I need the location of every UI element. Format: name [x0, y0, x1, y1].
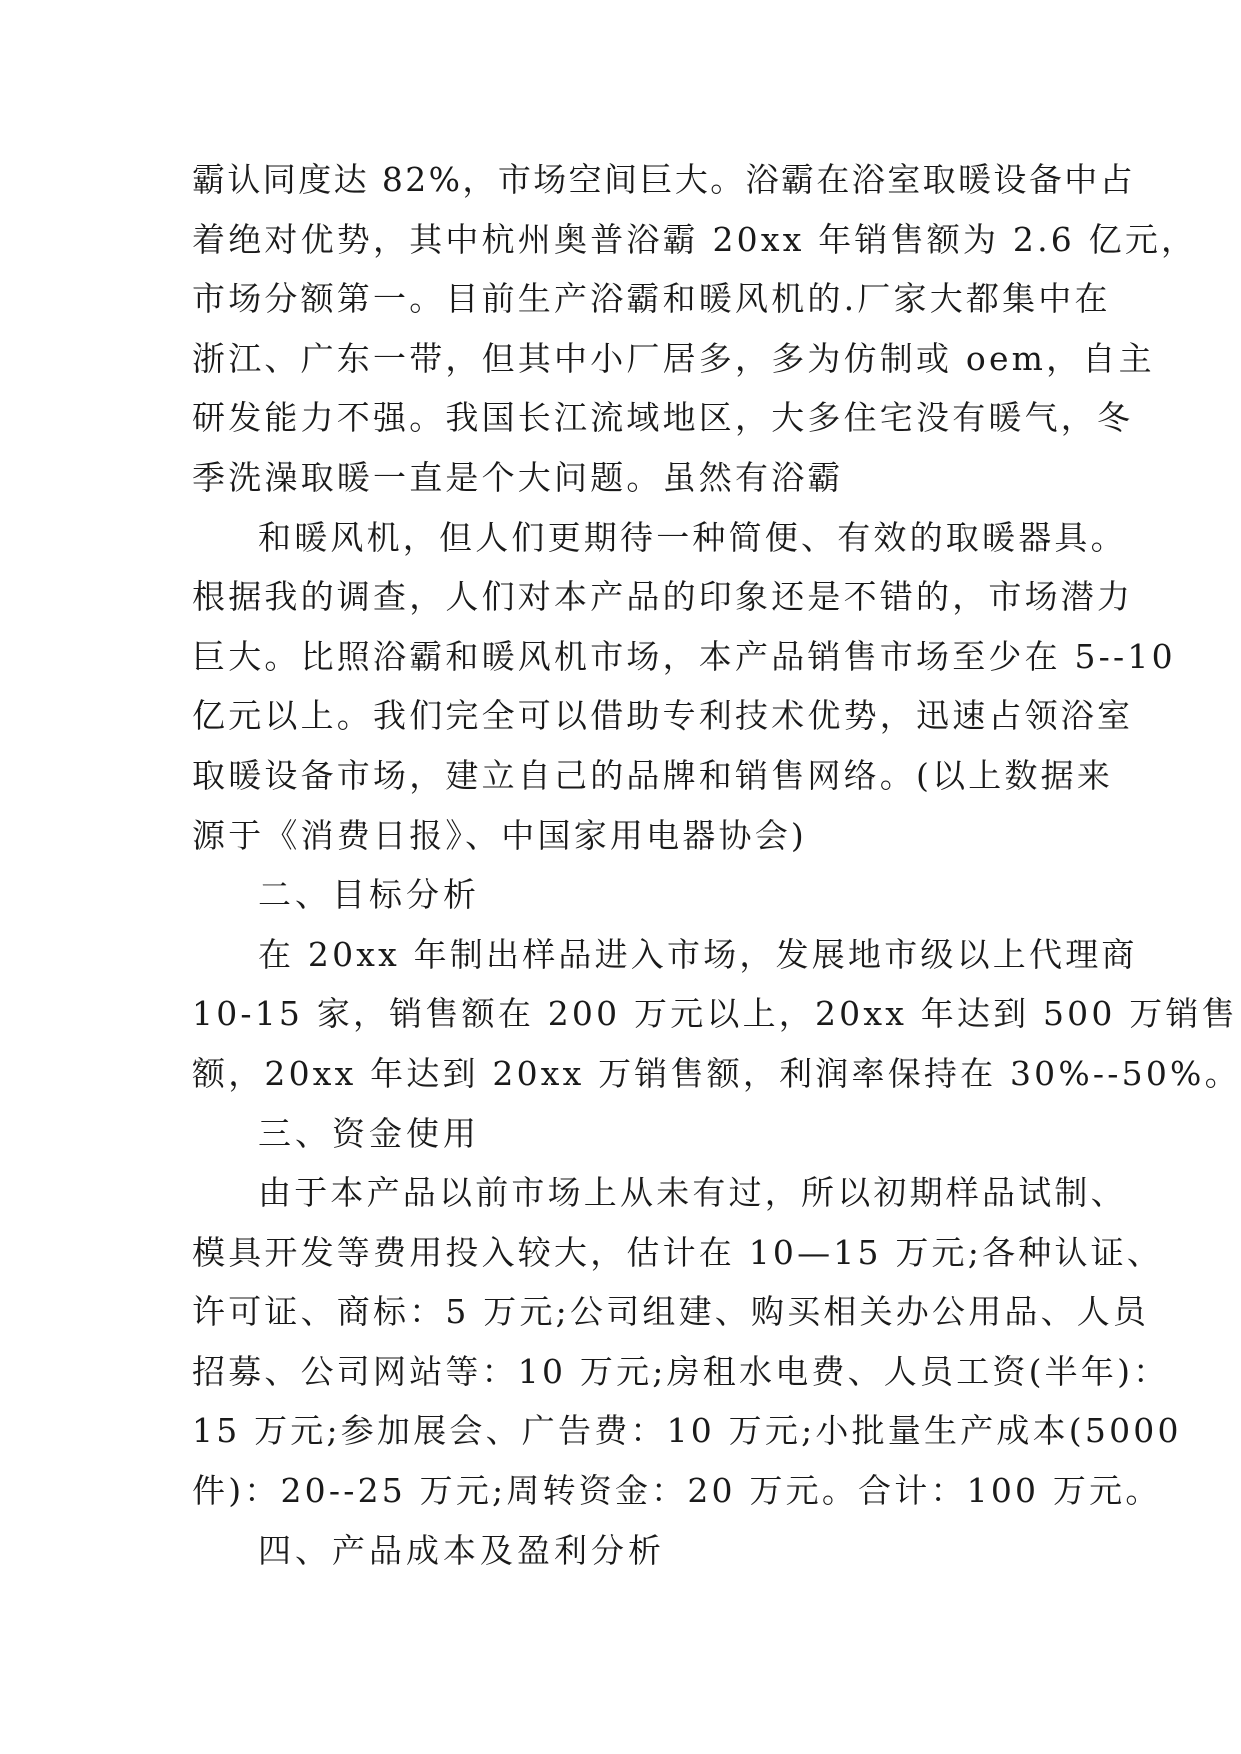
paragraph-line: 研发能力不强。我国长江流域地区，大多住宅没有暖气，冬 — [192, 398, 1134, 438]
paragraph-line: 在 20xx 年制出样品进入市场，发展地市级以上代理商 — [258, 934, 1138, 974]
paragraph-line: 件)：20--25 万元;周转资金：20 万元。合计：100 万元。 — [192, 1471, 1162, 1511]
paragraph-line: 许可证、商标：5 万元;公司组建、购买相关办公用品、人员 — [192, 1292, 1150, 1332]
section-heading-fund-usage: 三、资金使用 — [258, 1113, 480, 1153]
paragraph-line: 取暖设备市场，建立自己的品牌和销售网络。(以上数据来 — [192, 755, 1114, 795]
paragraph-line: 15 万元;参加展会、广告费：10 万元;小批量生产成本(5000 — [192, 1411, 1182, 1451]
paragraph-line: 招募、公司网站等：10 万元;房租水电费、人员工资(半年)： — [192, 1351, 1170, 1391]
section-heading-cost-profit-analysis: 四、产品成本及盈利分析 — [258, 1530, 665, 1570]
paragraph-line: 和暖风机，但人们更期待一种简便、有效的取暖器具。 — [258, 517, 1127, 557]
paragraph-line: 源于《消费日报》、中国家用电器协会) — [192, 815, 807, 855]
paragraph-line: 由于本产品以前市场上从未有过，所以初期样品试制、 — [258, 1173, 1127, 1213]
paragraph-line: 10-15 家，销售额在 200 万元以上，20xx 年达到 500 万销售 — [192, 994, 1238, 1034]
paragraph-line: 额，20xx 年达到 20xx 万销售额，利润率保持在 30%--50%。 — [192, 1053, 1241, 1093]
paragraph-line: 模具开发等费用投入较大，估计在 10—15 万元;各种认证、 — [192, 1232, 1164, 1272]
paragraph-line: 巨大。比照浴霸和暖风机市场，本产品销售市场至少在 5--10 — [192, 636, 1176, 676]
paragraph-line: 浙江、广东一带，但其中小厂居多，多为仿制或 oem，自主 — [192, 338, 1155, 378]
paragraph-line: 着绝对优势，其中杭州奥普浴霸 20xx 年销售额为 2.6 亿元， — [192, 219, 1198, 259]
paragraph-line: 亿元以上。我们完全可以借助专利技术优势，迅速占领浴室 — [192, 696, 1134, 736]
paragraph-line: 根据我的调查，人们对本产品的印象还是不错的，市场潜力 — [192, 577, 1134, 617]
document-body — [192, 150, 1241, 1580]
section-heading-target-analysis: 二、目标分析 — [258, 875, 480, 915]
paragraph-line: 市场分额第一。目前生产浴霸和暖风机的.厂家大都集中在 — [192, 279, 1111, 319]
paragraph-line: 季洗澡取暖一直是个大问题。虽然有浴霸 — [192, 457, 844, 497]
paragraph-line: 霸认同度达 82%，市场空间巨大。浴霸在浴室取暖设备中占 — [192, 160, 1136, 199]
